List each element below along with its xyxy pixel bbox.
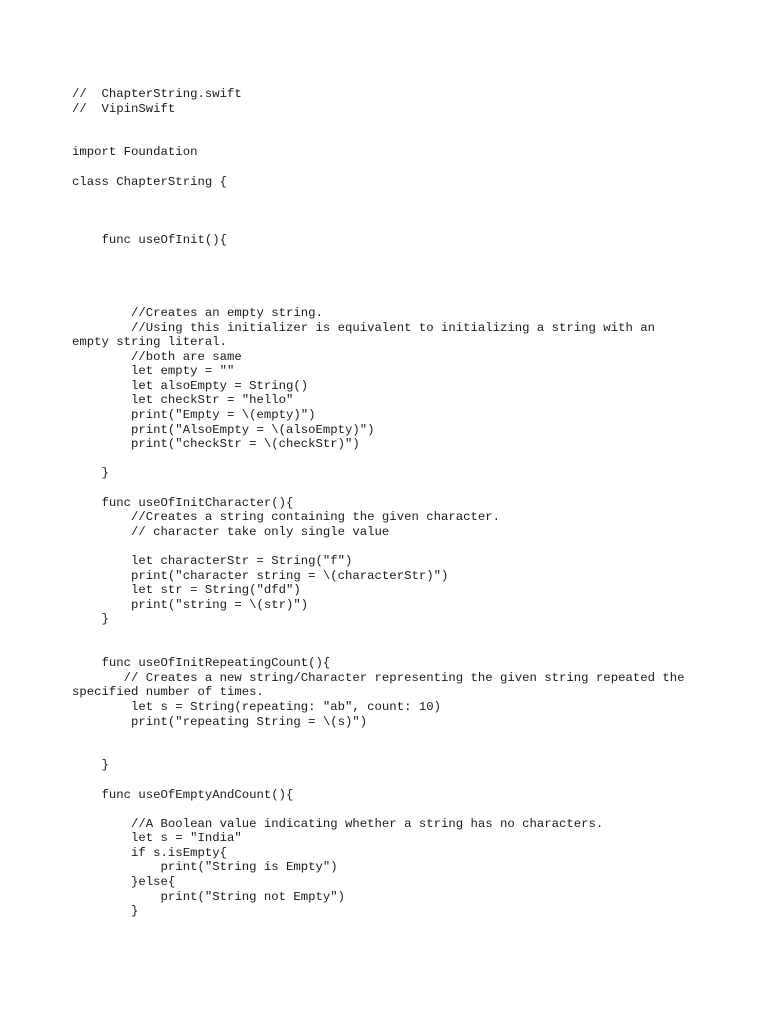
code-line: func useOfInit(){ xyxy=(72,232,227,247)
code-line: //Using this initializer is equivalent to initializing a string with an xyxy=(72,320,655,335)
code-line: //A Boolean value indicating whether a string has no characters. xyxy=(72,816,604,831)
code-line xyxy=(72,773,712,788)
code-line xyxy=(72,744,712,759)
code-line: //Creates a string containing the given character. xyxy=(72,510,501,525)
code-line: } xyxy=(72,612,109,627)
code-line: let s = "India" xyxy=(72,831,242,846)
code-line xyxy=(72,218,712,233)
code-line: print("string = \(str)") xyxy=(72,597,309,612)
code-line: // ChapterString.swift xyxy=(72,87,242,101)
code-line: class ChapterString { xyxy=(72,174,227,189)
code-line xyxy=(72,452,712,467)
code-line: let alsoEmpty = String() xyxy=(72,378,309,393)
code-line: } xyxy=(72,904,139,919)
code-line: }else{ xyxy=(72,875,176,890)
code-line: } xyxy=(72,758,109,773)
code-line: specified number of times. xyxy=(72,685,264,700)
code-line xyxy=(72,627,712,642)
code-line xyxy=(72,116,712,131)
code-line: print("character string = \(characterStr)") xyxy=(72,568,449,583)
code-line: //both are same xyxy=(72,349,242,364)
code-line: if s.isEmpty{ xyxy=(72,845,227,860)
code-line xyxy=(72,729,712,744)
code-line: func useOfEmptyAndCount(){ xyxy=(72,787,294,802)
code-line: print("String is Empty") xyxy=(72,860,338,875)
code-line: // Creates a new string/Character representing the given string repeated the xyxy=(72,670,685,685)
code-line: func useOfInitCharacter(){ xyxy=(72,495,294,510)
code-line: print("repeating String = \(s)") xyxy=(72,714,368,729)
code-line: print("checkStr = \(checkStr)") xyxy=(72,437,360,452)
code-line xyxy=(72,248,712,263)
code-line xyxy=(72,262,712,277)
code-line xyxy=(72,204,712,219)
code-line xyxy=(72,189,712,204)
code-line: print("Empty = \(empty)") xyxy=(72,408,316,423)
code-line: let empty = "" xyxy=(72,364,235,379)
code-line xyxy=(72,481,712,496)
code-line: print("String not Empty") xyxy=(72,889,346,904)
code-line xyxy=(72,642,712,657)
code-line: print("AlsoEmpty = \(alsoEmpty)") xyxy=(72,422,375,437)
code-line xyxy=(72,539,712,554)
code-line xyxy=(72,277,712,292)
code-line xyxy=(72,131,712,146)
code-line: func useOfInitRepeatingCount(){ xyxy=(72,656,331,671)
code-line: let characterStr = String("f") xyxy=(72,554,353,568)
code-line: //Creates an empty string. xyxy=(72,305,323,320)
code-line: empty string literal. xyxy=(72,335,227,350)
code-line: import Foundation xyxy=(72,145,198,160)
code-line: let checkStr = "hello" xyxy=(72,393,294,408)
code-line xyxy=(72,291,712,306)
code-line: // character take only single value xyxy=(72,524,390,539)
code-line: // VipinSwift xyxy=(72,101,176,116)
code-listing xyxy=(72,87,712,919)
code-line: let str = String("dfd") xyxy=(72,583,301,598)
code-line: } xyxy=(72,466,109,481)
code-line: let s = String(repeating: "ab", count: 10) xyxy=(72,699,441,714)
code-line xyxy=(72,160,712,175)
code-line xyxy=(72,802,712,817)
